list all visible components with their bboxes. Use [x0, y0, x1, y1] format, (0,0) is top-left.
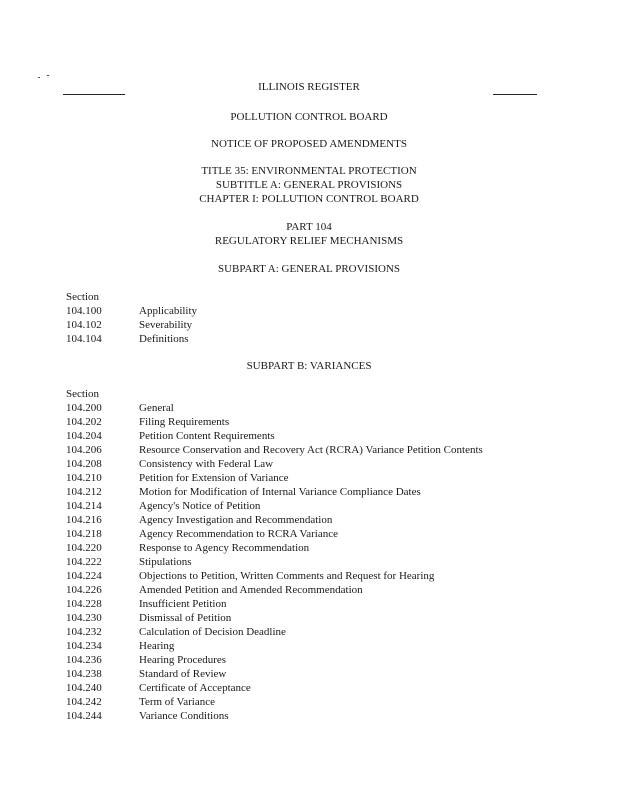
- notice-heading: NOTICE OF PROPOSED AMENDMENTS: [211, 138, 407, 150]
- subpart-b-heading: SUBPART B: VARIANCES: [246, 360, 372, 372]
- section-title: Variance Conditions: [139, 710, 229, 722]
- section-number: 104.224: [66, 570, 102, 582]
- section-title: Definitions: [139, 333, 189, 345]
- section-number: 104.104: [66, 333, 102, 345]
- header-rule-left: [63, 94, 125, 95]
- section-title: Petition Content Requirements: [139, 430, 275, 442]
- section-title: Certificate of Acceptance: [139, 682, 251, 694]
- section-title: Agency Investigation and Recommendation: [139, 514, 333, 526]
- section-number: 104.218: [66, 528, 102, 540]
- section-number: 104.216: [66, 514, 102, 526]
- section-number: 104.244: [66, 710, 102, 722]
- section-title: Motion for Modification of Internal Variance Compliance Dates: [139, 486, 421, 498]
- header-rule-right: [493, 94, 537, 95]
- section-title: Objections to Petition, Written Comments and Request for Hearing: [139, 570, 435, 582]
- section-number: 104.200: [66, 402, 102, 414]
- section-title: Agency's Notice of Petition: [139, 500, 261, 512]
- section-title: Petition for Extension of Variance: [139, 472, 289, 484]
- section-number: 104.226: [66, 584, 102, 596]
- section-title: Hearing Procedures: [139, 654, 227, 666]
- section-number: 104.206: [66, 444, 102, 456]
- section-title: Insufficient Petition: [139, 598, 227, 610]
- section-number: 104.214: [66, 500, 102, 512]
- section-title: Consistency with Federal Law: [139, 458, 274, 470]
- section-title: Dismissal of Petition: [139, 612, 232, 624]
- section-number: 104.208: [66, 458, 102, 470]
- section-title: Filing Requirements: [139, 416, 230, 428]
- section-number: 104.210: [66, 472, 102, 484]
- section-title: Agency Recommendation to RCRA Variance: [139, 528, 338, 540]
- section-title: Hearing: [139, 640, 175, 652]
- scan-speck: [47, 75, 49, 76]
- section-number: 104.212: [66, 486, 102, 498]
- title-heading: TITLE 35: ENVIRONMENTAL PROTECTION: [201, 165, 417, 177]
- subpart-b-section-label: Section: [66, 388, 99, 400]
- section-number: 104.242: [66, 696, 102, 708]
- section-number: 104.232: [66, 626, 102, 638]
- section-number: 104.240: [66, 682, 102, 694]
- subpart-a-heading: SUBPART A: GENERAL PROVISIONS: [218, 263, 400, 275]
- section-number: 104.222: [66, 556, 102, 568]
- part-name-heading: REGULATORY RELIEF MECHANISMS: [214, 235, 404, 247]
- section-number: 104.204: [66, 430, 102, 442]
- section-number: 104.102: [66, 319, 102, 331]
- board-heading: POLLUTION CONTROL BOARD: [230, 111, 388, 123]
- subtitle-heading: SUBTITLE A: GENERAL PROVISIONS: [215, 179, 403, 191]
- section-title: Applicability: [139, 305, 198, 317]
- section-title: Calculation of Decision Deadline: [139, 626, 286, 638]
- section-title: Amended Petition and Amended Recommendation: [139, 584, 363, 596]
- section-number: 104.230: [66, 612, 102, 624]
- register-heading: ILLINOIS REGISTER: [258, 81, 360, 93]
- section-number: 104.234: [66, 640, 102, 652]
- section-number: 104.238: [66, 668, 102, 680]
- scan-speck: [38, 77, 40, 78]
- section-title: General: [139, 402, 174, 414]
- section-title: Resource Conservation and Recovery Act (RCRA) Variance Petition Contents: [139, 444, 483, 456]
- section-number: 104.220: [66, 542, 102, 554]
- subpart-a-section-label: Section: [66, 291, 99, 303]
- section-title: Term of Variance: [139, 696, 215, 708]
- section-title: Stipulations: [139, 556, 192, 568]
- section-title: Response to Agency Recommendation: [139, 542, 310, 554]
- section-number: 104.236: [66, 654, 102, 666]
- section-number: 104.202: [66, 416, 102, 428]
- chapter-heading: CHAPTER I: POLLUTION CONTROL BOARD: [199, 193, 419, 205]
- section-title: Standard of Review: [139, 668, 227, 680]
- section-number: 104.100: [66, 305, 102, 317]
- section-number: 104.228: [66, 598, 102, 610]
- part-heading: PART 104: [286, 221, 332, 233]
- section-title: Severability: [139, 319, 193, 331]
